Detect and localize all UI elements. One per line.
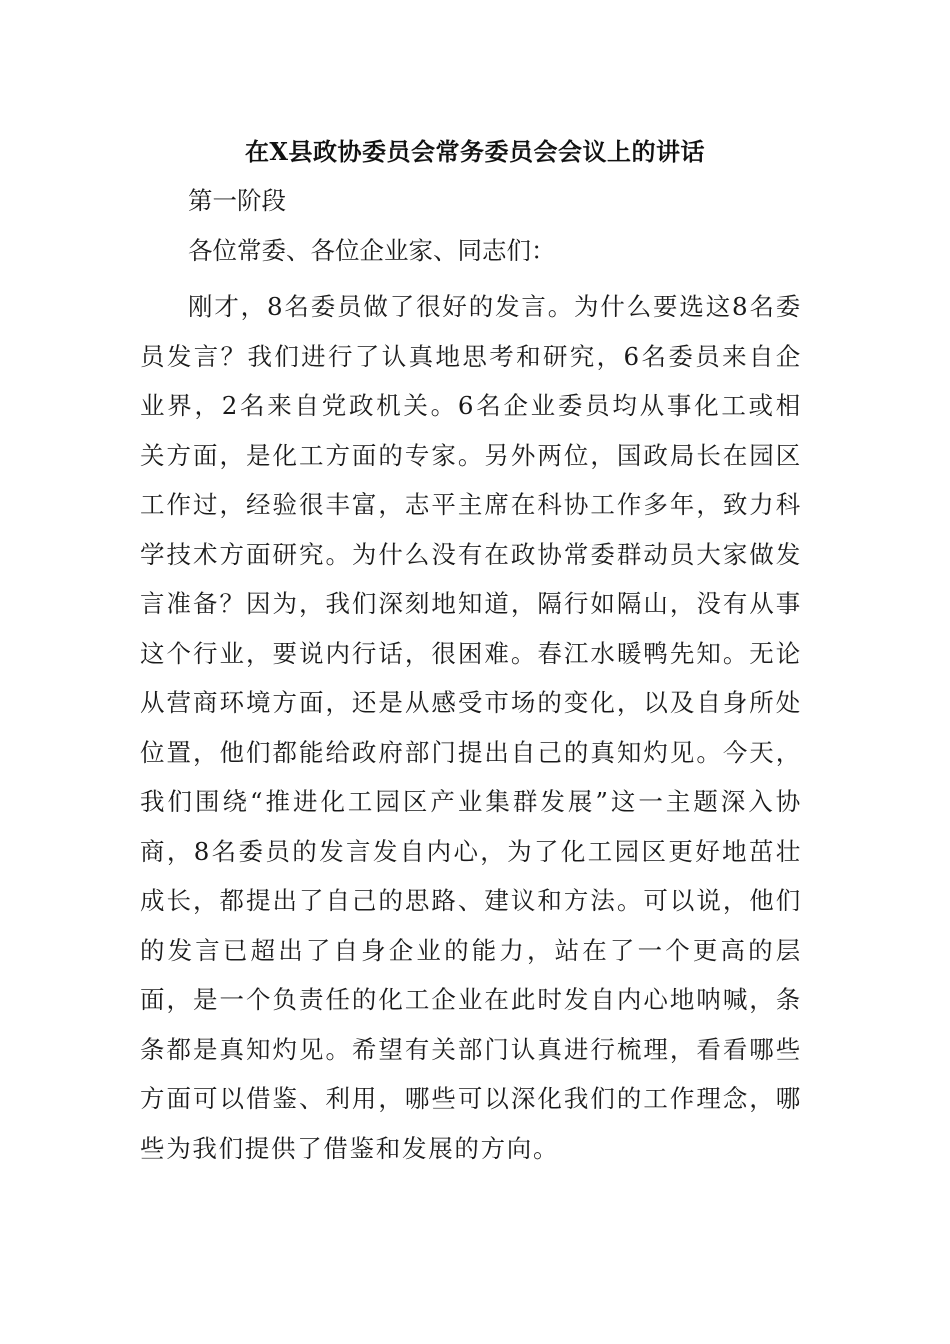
section-heading: 第一阶段 — [188, 186, 286, 215]
document-title: 在X县政协委员会常务委员会会议上的讲话 — [244, 137, 706, 166]
body-paragraph: 刚才，8名委员做了很好的发言。为什么要选这8名委员发言？我们进行了认真地思考和研究，6名委员来自企业界，2名来自党政机关。6名企业委员均从事化工或相关方面，是化工方面的专家。另外两位，国政局长在园区工作过，经验很丰富，志平主席在科协工作多年，致力科学技术方面研究。为什么没有在政协常委群动员大家做发言准备？因为，我们深刻地知道，隔行如隔山，没有从事这个行业，要说内行话，很困难。春江水暖鸭先知。无论从营商环境方面，还是从感受市场的变化，以及自身所处位置，他们都能给政府部门提出自己的真知灼见。今天，我们围绕“推进化工园区产业集群发展”这一主题深入协商，8名委员的发言发自内心，为了化工园区更好地茁壮成长，都提出了自己的思路、建议和方法。可以说，他们的发言已超出了自身企业的能力，站在了一个更高的层面，是一个负责任的化工企业在此时发自内心地呐喊，条条都是真知灼见。希望有关部门认真进行梳理，看看哪些方面可以借鉴、利用，哪些可以深化我们的工作理念，哪些为我们提供了借鉴和发展的方向。 — [140, 292, 802, 1163]
salutation: 各位常委、各位企业家、同志们： — [188, 236, 556, 265]
